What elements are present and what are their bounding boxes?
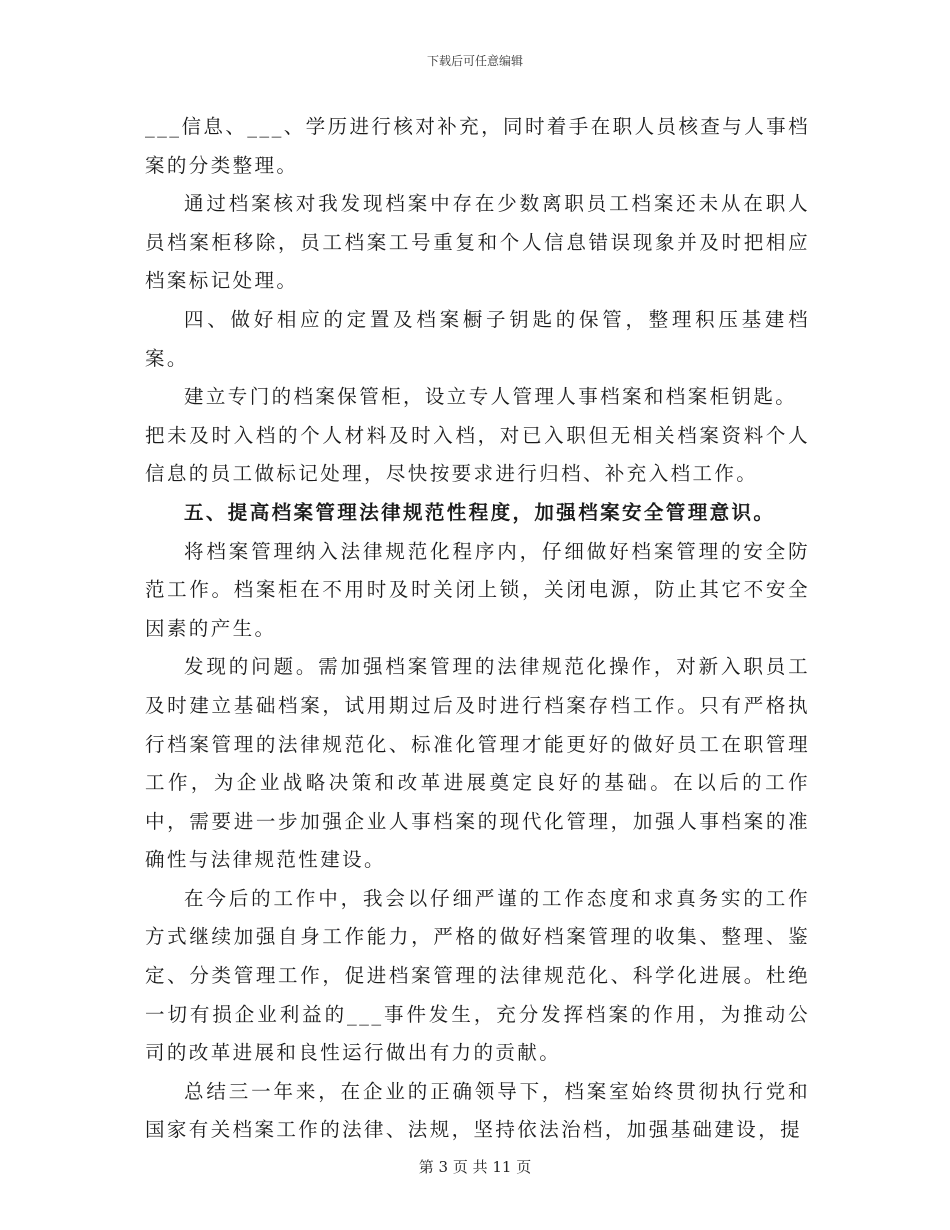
paragraph-cabinet-setup: 建立专门的档案保管柜，设立专人管理人事档案和档案柜钥匙。 — [184, 385, 798, 409]
section-five-title: 五、提高档案管理法律规范性程度，加强档案安全管理意识。 — [184, 500, 776, 524]
paragraph-archive-audit: 通过档案核对我发现档案中存在少数离职员工档案还未从在职人员档案柜移除，员工档案工号重复和个人信息错误现象并及时把相应档案标记处理。 — [145, 192, 810, 293]
page-header-note: 下载后可任意编辑 — [426, 54, 523, 68]
paragraph-legal-security: 将档案管理纳入法律规范化程序内，仔细做好档案管理的安全防范工作。档案柜在不用时及时关闭上锁，关闭电源，防止其它不安全因素的产生。 — [145, 539, 810, 640]
paragraph-problems-found: 发现的问题。需加强档案管理的法律规范化操作，对新入职员工及时建立基础档案，试用期过后及时进行档案存档工作。只有严格执行档案管理的法律规范化、标准化管理才能更好的做好员工在职管理工作，为企业战略决策和改革进展奠定良好的基础。在以后的工作中，需要进一步加强企业人事档案的现代化管理，加强人事档案的准确性与法律规范性建设。 — [145, 655, 810, 872]
paragraph-info-check: ___信息、___、学历进行核对补充，同时着手在职人员核查与人事档案的分类整理。 — [145, 115, 810, 177]
paragraph-future-work: 在今后的工作中，我会以仔细严谨的工作态度和求真务实的工作方式继续加强自身工作能力，严格的做好档案管理的收集、整理、鉴定、分类管理工作，促进档案管理的法律规范化、科学化进展。杜绝一切有损企业利益的___事件发生，充分发挥档案的作用，为推动公司的改革进展和良性运行做出有力的贡献。 — [145, 886, 810, 1065]
paragraph-filing-materials: 把未及时入档的个人材料及时入档，对已入职但无相关档案资料个人信息的员工做标记处理，尽快按要求进行归档、补充入档工作。 — [145, 423, 810, 486]
paragraph-summary: 总结三一年来，在企业的正确领导下，档案室始终贯彻执行党和国家有关档案工作的法律、法规，坚持依法治档，加强基础建设，提 — [145, 1079, 810, 1142]
document-body — [145, 108, 810, 1150]
page-number-footer: 第 3 页 共 11 页 — [418, 1158, 532, 1176]
section-four-title: 四、做好相应的定置及档案橱子钥匙的保管，整理积压基建档案。 — [145, 307, 810, 370]
